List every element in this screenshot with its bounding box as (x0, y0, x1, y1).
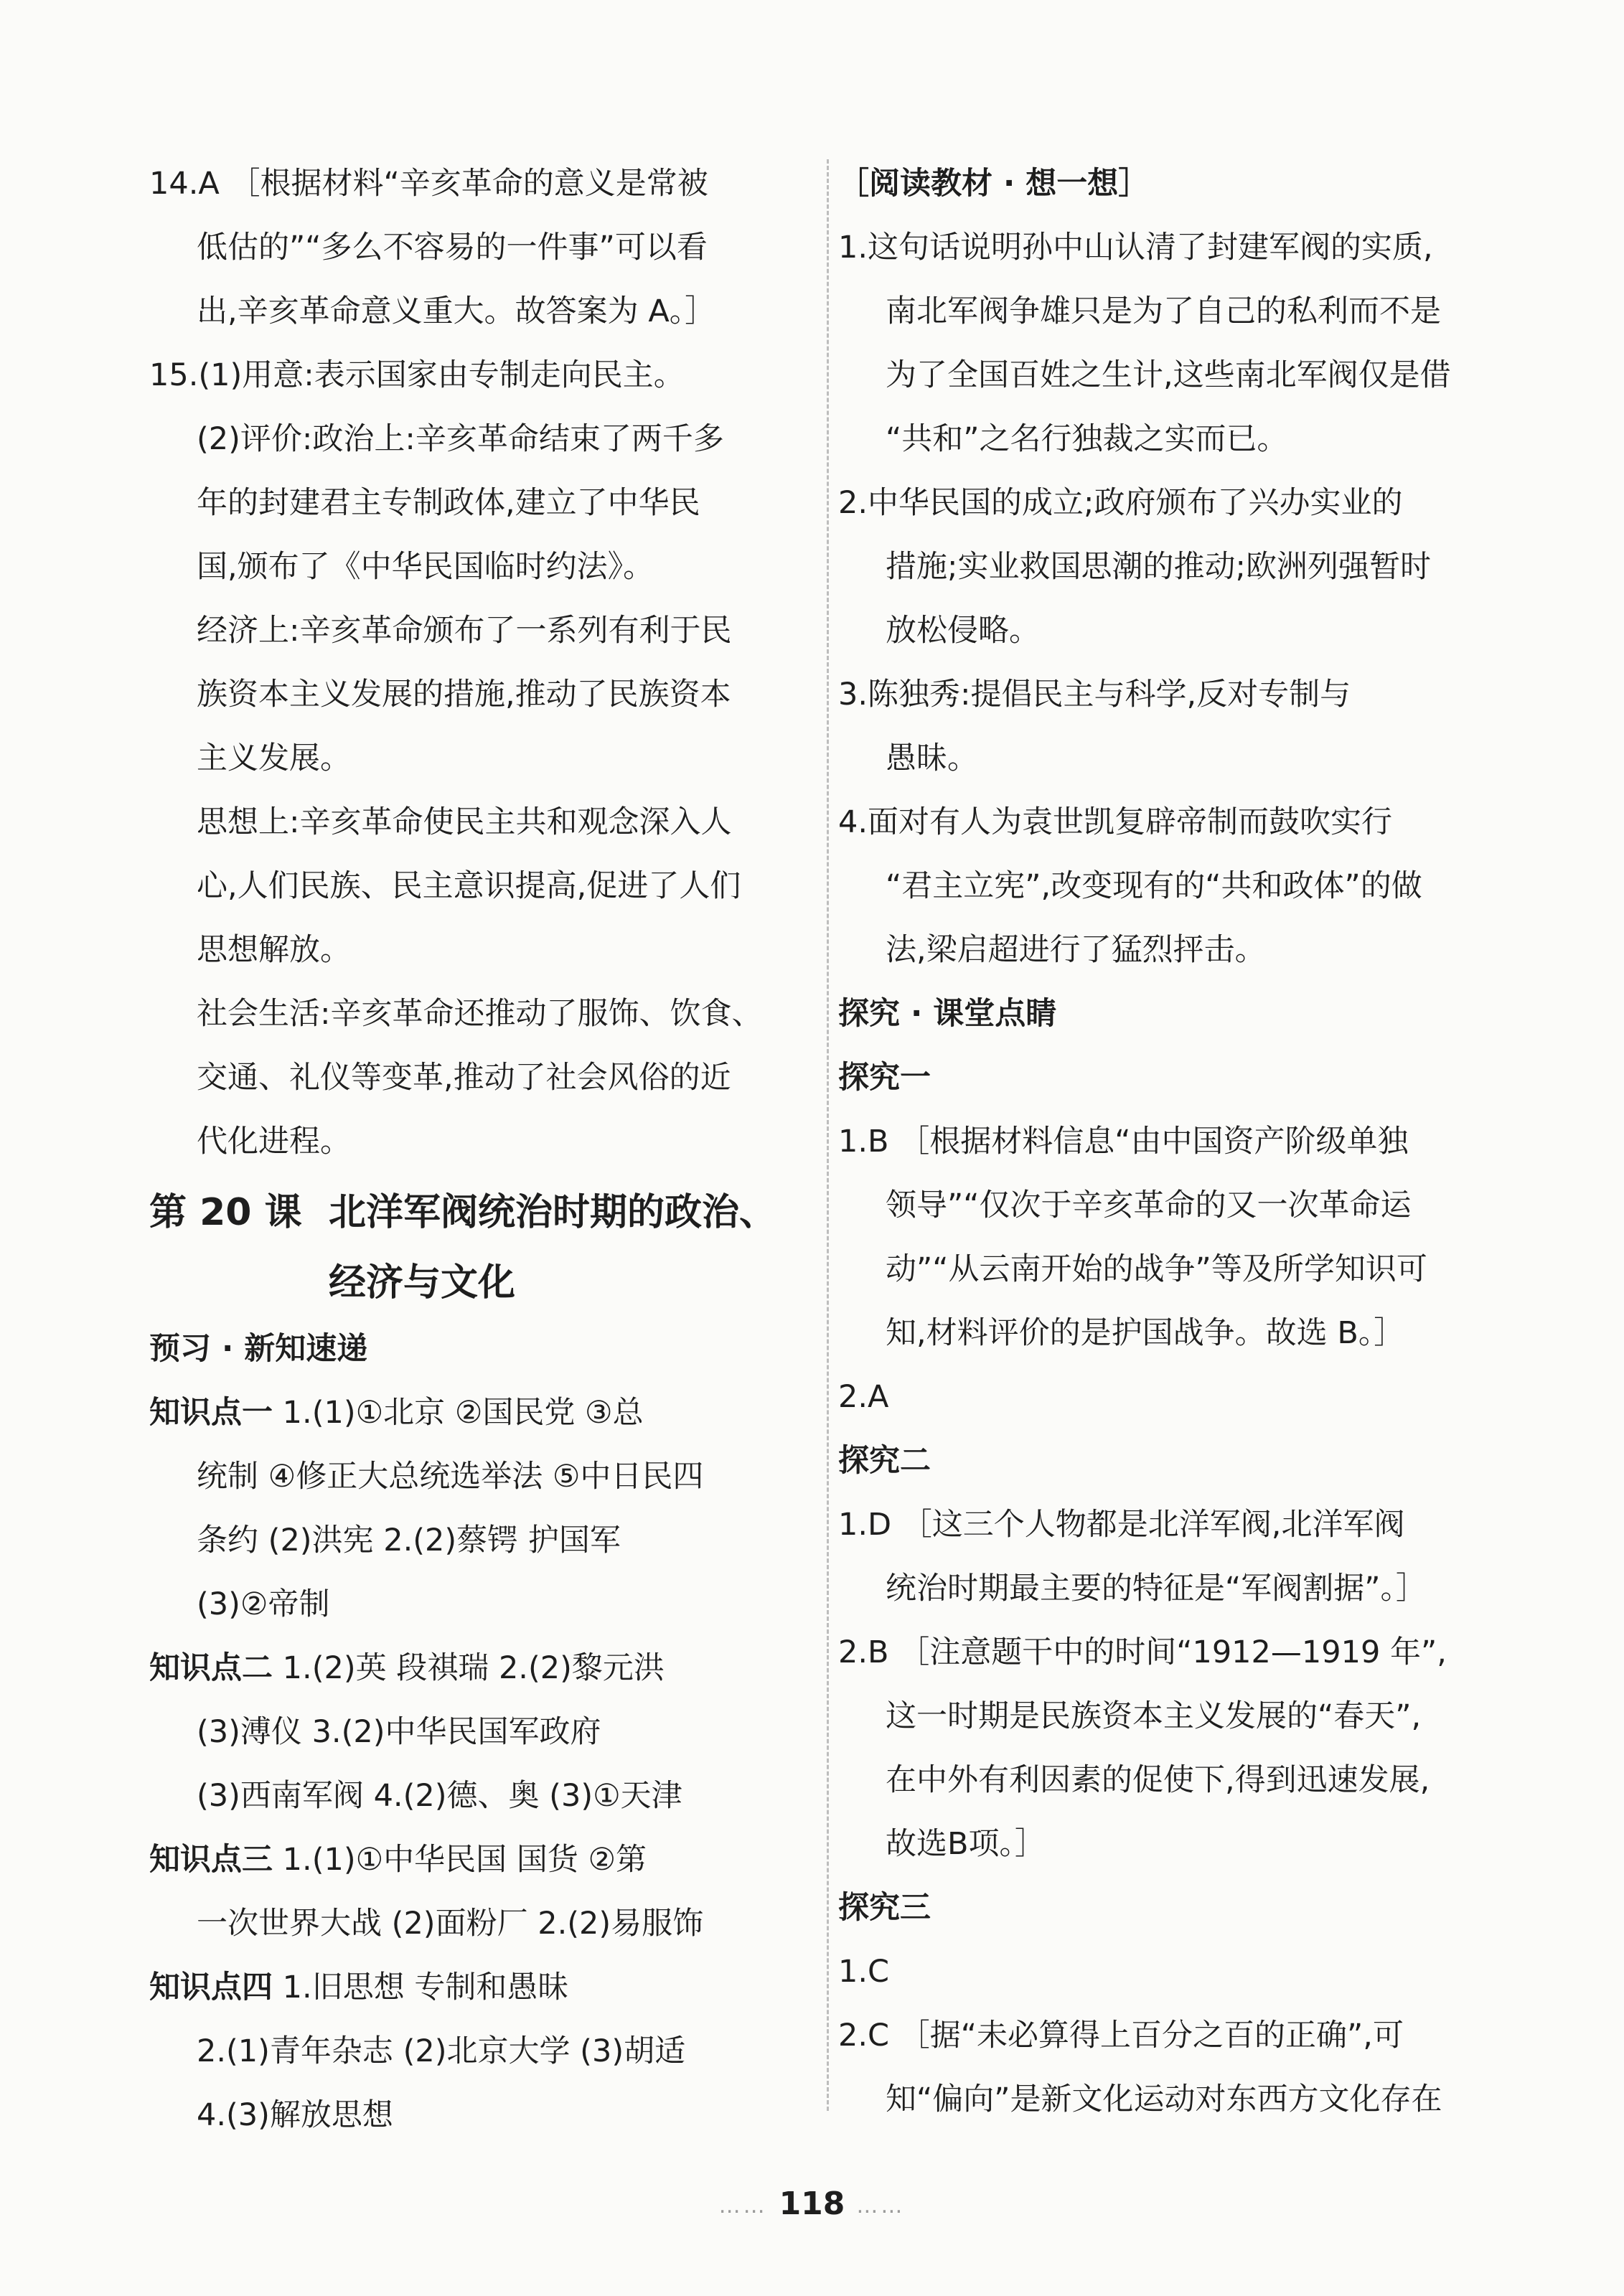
answer-line: (3)②帝制 (197, 1586, 330, 1622)
answer-line: 4.(3)解放思想 (197, 2097, 393, 2133)
answer-line: 年的封建君主专制政体,建立了中华民 (197, 485, 700, 521)
answer-line: 知“偏向”是新文化运动对东西方文化存在 (886, 2081, 1442, 2117)
section-heading: ［阅读教材 · 想一想］ (838, 166, 1150, 202)
answer-line: 15.(1)用意:表示国家由专制走向民主。 (149, 357, 685, 393)
answer-line: 国,颁布了《中华民国临时约法》。 (197, 549, 654, 585)
answer-line: 经济上:辛亥革命颁布了一系列有利于民 (197, 613, 732, 649)
answer-line: 2.C ［据“未必算得上百分之百的正确”,可 (838, 2018, 1404, 2053)
knowledge-point: 知识点一 1.(1)①北京 ②国民党 ③总 (149, 1395, 644, 1431)
answer-line: 条约 (2)洪宪 2.(2)蔡锷 护国军 (197, 1523, 621, 1558)
answer-line: 知,材料评价的是护国战争。故选 B。］ (886, 1315, 1405, 1351)
answer-line: 2.(1)青年杂志 (2)北京大学 (3)胡适 (197, 2033, 686, 2069)
knowledge-point: 知识点四 1.旧思想 专制和愚昧 (149, 1970, 569, 2005)
answer-line: 低估的”“多么不容易的一件事”可以看 (197, 230, 708, 265)
answer-line: (2)评价:政治上:辛亥革命结束了两千多 (197, 421, 724, 457)
answer-line: “共和”之名行独裁之实而已。 (886, 421, 1288, 457)
column-divider (827, 159, 829, 2111)
answer-line: 法,梁启超进行了猛烈抨击。 (886, 932, 1266, 968)
answer-line: 2.A (838, 1379, 889, 1415)
answer-line: 4.面对有人为袁世凯复辟帝制而鼓吹实行 (838, 804, 1393, 840)
answer-line: 统制 ④修正大总统选举法 ⑤中日民四 (197, 1459, 704, 1495)
knowledge-label: 知识点二 (149, 1650, 273, 1686)
answer-line: 2.中华民国的成立;政府颁布了兴办实业的 (838, 485, 1403, 521)
answer-line: 心,人们民族、民主意识提高,促进了人们 (197, 868, 741, 904)
knowledge-point: 知识点三 1.(1)①中华民国 国货 ②第 (149, 1842, 647, 1878)
answer-line: 这一时期是民族资本主义发展的“春天”, (886, 1698, 1422, 1734)
knowledge-label: 知识点一 (149, 1395, 273, 1431)
answer-line: 措施;实业救国思潮的推动;欧洲列强暂时 (886, 549, 1431, 585)
subsection-heading: 探究三 (838, 1890, 931, 1926)
lesson-title: 北洋军阀统治时期的政治、 (329, 1191, 777, 1234)
answer-line: 一次世界大战 (2)面粉厂 2.(2)易服饰 (197, 1906, 704, 1942)
answer-line: 出,辛亥革命意义重大。故答案为 A。］ (197, 293, 716, 329)
answer-line: 动”“从云南开始的战争”等及所学知识可 (886, 1251, 1427, 1287)
answer-line: 2.B ［注意题干中的时间“1912—1919 年”, (838, 1634, 1447, 1670)
answer-line: 14.A ［根据材料“辛亥革命的意义是常被 (149, 166, 708, 202)
answer-line: 社会生活:辛亥革命还推动了服饰、饮食、 (197, 996, 763, 1032)
lesson-number: 第 20 课 (149, 1191, 302, 1234)
answer-line: 统治时期最主要的特征是“军阀割据”。］ (886, 1571, 1427, 1606)
answer-line: 1.这句话说明孙中山认清了封建军阀的实质, (838, 230, 1433, 265)
answer-line: 思想解放。 (197, 932, 351, 968)
knowledge-label: 知识点三 (149, 1842, 273, 1878)
page-number-value: 118 (779, 2186, 845, 2222)
subsection-heading: 探究一 (838, 1060, 931, 1096)
knowledge-point: 知识点二 1.(2)英 段祺瑞 2.(2)黎元洪 (149, 1650, 665, 1686)
page-number (0, 2186, 1624, 2222)
answer-line: 代化进程。 (197, 1124, 351, 1159)
answer-line: 主义发展。 (197, 740, 351, 776)
answer-line: 1.B ［根据材料信息“由中国资产阶级单独 (838, 1124, 1409, 1159)
answer-line: 在中外有利因素的促使下,得到迅速发展, (886, 1762, 1430, 1798)
answer-line: 1.C (838, 1954, 890, 1990)
answer-line: 思想上:辛亥革命使民主共和观念深入人 (197, 804, 732, 840)
knowledge-label: 知识点四 (149, 1970, 273, 2005)
answer-line: 领导”“仅次于辛亥革命的又一次革命运 (886, 1187, 1412, 1223)
right-column (838, 152, 1513, 2132)
answer-line: “君主立宪”,改变现有的“共和政体”的做 (886, 868, 1422, 904)
answer-line: 1.D ［这三个人物都是北洋军阀,北洋军阀 (838, 1507, 1405, 1543)
section-heading: 预习 · 新知速递 (149, 1331, 368, 1367)
answer-line: 3.陈独秀:提倡民主与科学,反对专制与 (838, 677, 1351, 712)
answer-line: 放松侵略。 (886, 613, 1040, 649)
page-dots: …… (856, 2193, 906, 2219)
answer-line: 为了全国百姓之生计,这些南北军阀仅是借 (886, 357, 1451, 393)
lesson-heading (149, 1177, 817, 1248)
answer-line: 愚昧。 (886, 740, 978, 776)
answer-line: 族资本主义发展的措施,推动了民族资本 (197, 677, 731, 712)
answer-line: 故选B项。］ (886, 1826, 1046, 1862)
answer-line: 交通、礼仪等变革,推动了社会风俗的近 (197, 1060, 731, 1096)
left-column (149, 152, 817, 2147)
lesson-title-continued: 经济与文化 (329, 1261, 516, 1304)
page-dots: …… (718, 2193, 768, 2219)
answer-line: (3)西南军阀 4.(2)德、奥 (3)①天津 (197, 1778, 682, 1814)
section-heading: 探究 · 课堂点睛 (838, 996, 1057, 1032)
answer-line: (3)溥仪 3.(2)中华民国军政府 (197, 1714, 601, 1750)
subsection-heading: 探究二 (838, 1443, 931, 1479)
answer-line: 南北军阀争雄只是为了自己的私利而不是 (886, 293, 1441, 329)
